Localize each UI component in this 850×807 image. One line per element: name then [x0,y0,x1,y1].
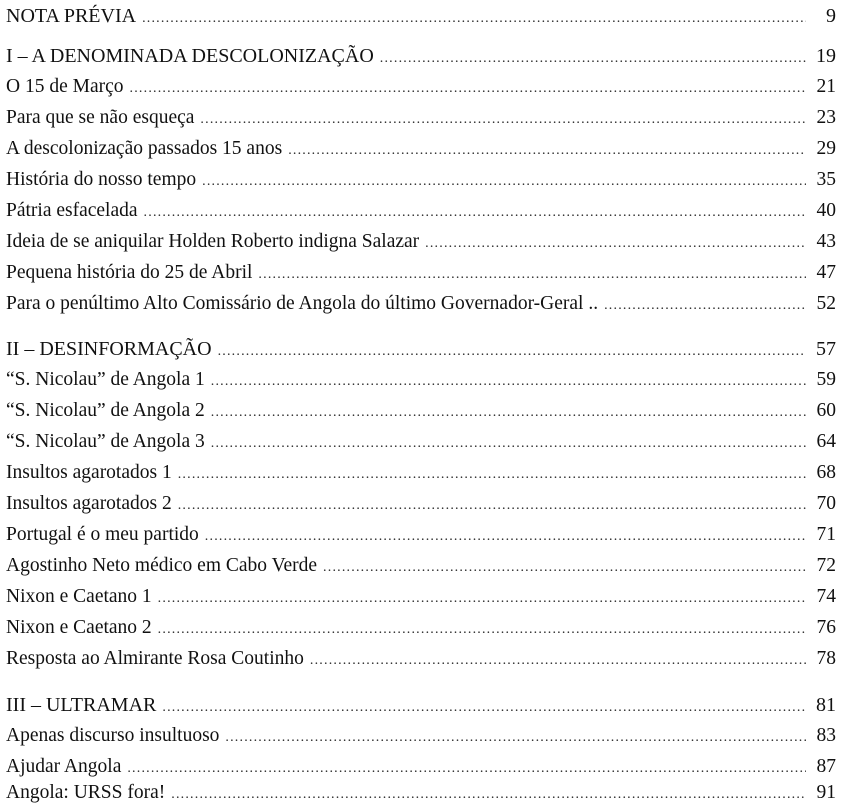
toc-entry-page: 35 [816,169,836,190]
dot-leader [202,170,806,194]
toc-entry-page: 23 [816,107,836,128]
toc-entry-page: 87 [816,756,836,777]
toc-entry [6,230,836,254]
dot-leader [258,263,806,287]
dot-leader [178,463,806,487]
toc-entry-title: “S. Nicolau” de Angola 3 [6,431,205,452]
toc-entry-title: A descolonização passados 15 anos [6,138,283,159]
dot-leader [225,726,806,750]
dot-leader [158,587,806,611]
dot-leader [127,757,806,781]
toc-entry [6,75,836,99]
dot-leader [205,525,806,549]
toc-entry-title: “S. Nicolau” de Angola 2 [6,400,205,421]
toc-entry-page: 81 [816,694,836,716]
toc-entry [6,781,836,805]
toc-entry-page: 47 [816,262,836,283]
toc-entry-title: Resposta ao Almirante Rosa Coutinho [6,648,304,669]
dot-leader [162,696,806,720]
toc-entry-page: 29 [816,138,836,159]
dot-leader [142,7,806,31]
toc-entry-title: O 15 de Março [6,76,124,97]
toc-entry [6,724,836,748]
toc-entry [6,461,836,485]
toc-entry-page: 71 [816,524,836,545]
toc-entry-title: Nixon e Caetano 1 [6,586,152,607]
toc-entry-page: 78 [816,648,836,669]
toc-entry-page: 19 [816,45,836,67]
toc-entry-title: Portugal é o meu partido [6,524,199,545]
dot-leader [211,401,806,425]
toc-entry [6,523,836,547]
toc-entry [6,430,836,454]
toc-entry-page: 76 [816,617,836,638]
toc-entry-page: 57 [816,338,836,360]
toc-entry-page: 68 [816,462,836,483]
dot-leader [288,139,806,163]
toc-entry-page: 64 [816,431,836,452]
toc-entry [6,755,836,779]
toc-entry [6,647,836,671]
dot-leader [211,370,806,394]
toc-entry-title: Apenas discurso insultuoso [6,725,220,746]
dot-leader [200,108,806,132]
dot-leader [425,232,806,256]
toc-entry [6,106,836,130]
toc-entry-title: Nixon e Caetano 2 [6,617,152,638]
toc-entry [6,199,836,223]
toc-entry [6,492,836,516]
dot-leader [211,432,806,456]
toc-entry [6,399,836,423]
toc-entry [6,168,836,192]
dot-leader [178,494,806,518]
toc-entry-title: Insultos agarotados 2 [6,493,172,514]
toc-entry-title: III – ULTRAMAR [6,694,157,716]
toc-entry-title: Para que se não esqueça [6,107,195,128]
toc-entry-title: “S. Nicolau” de Angola 1 [6,369,205,390]
toc-entry-title: II – DESINFORMAÇÃO [6,338,212,360]
dot-leader [130,77,806,101]
toc-entry-title: História do nosso tempo [6,169,197,190]
toc-entry-page: 60 [816,400,836,421]
toc-entry-page: 43 [816,231,836,252]
toc-entry-page: 9 [826,5,836,27]
toc-entry-title: Pátria esfacelada [6,200,138,221]
toc-entry-page: 74 [816,586,836,607]
toc-entry [6,337,836,361]
toc-entry-title: Angola: URSS fora! [6,782,166,803]
toc-entry [6,368,836,392]
toc-entry [6,137,836,161]
toc-entry [6,44,836,68]
dot-leader [310,649,806,673]
toc-entry-title: Pequena história do 25 de Abril [6,262,253,283]
toc-entry-title: Ideia de se aniquilar Holden Roberto indigna Salazar [6,231,420,252]
toc-entry-page: 91 [816,782,836,803]
dot-leader [144,201,806,225]
toc-entry [6,585,836,609]
toc-entry [6,616,836,640]
toc-entry [6,292,836,316]
toc-entry-title: Para o penúltimo Alto Comissário de Angola do último Governador-Geral .. [6,293,599,314]
dot-leader [158,618,806,642]
toc-entry [6,693,836,717]
toc-entry-page: 40 [816,200,836,221]
dot-leader [604,294,806,318]
toc-entry-page: 59 [816,369,836,390]
dot-leader [323,556,806,580]
toc-entry [6,554,836,578]
toc-entry [6,261,836,285]
dot-leader [171,783,806,807]
toc-entry-title: Ajudar Angola [6,756,122,777]
toc-entry-title: NOTA PRÉVIA [6,5,137,27]
dot-leader [218,340,806,364]
toc-entry-page: 72 [816,555,836,576]
toc-entry [6,4,836,28]
toc-entry-title: I – A DENOMINADA DESCOLONIZAÇÃO [6,45,374,67]
toc-entry-page: 70 [816,493,836,514]
toc-entry-page: 21 [816,76,836,97]
toc-entry-title: Agostinho Neto médico em Cabo Verde [6,555,318,576]
toc-entry-page: 83 [816,725,836,746]
dot-leader [380,47,806,71]
toc-entry-page: 52 [816,293,836,314]
toc-entry-title: Insultos agarotados 1 [6,462,172,483]
